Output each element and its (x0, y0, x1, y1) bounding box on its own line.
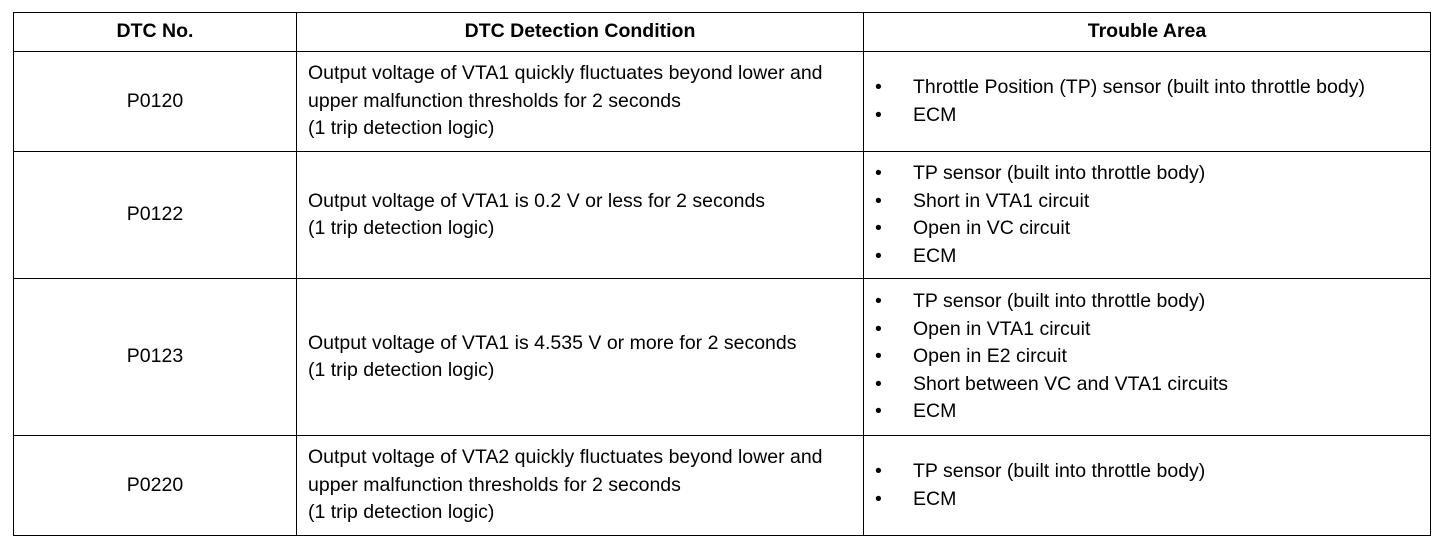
bullet-icon: • (875, 372, 882, 395)
list-item (864, 243, 1422, 271)
table-row (14, 279, 1431, 436)
table-row (14, 152, 1431, 279)
list-item (864, 371, 1422, 399)
trouble-area-item: Open in VC circuit (913, 217, 1071, 239)
trouble-area-item: ECM (913, 103, 957, 126)
detection-condition (297, 279, 864, 436)
trouble-area (864, 279, 1431, 436)
trouble-area-list (864, 458, 1422, 513)
list-item (864, 343, 1422, 371)
dtc-number: P0122 (14, 152, 297, 279)
trouble-area (864, 152, 1431, 279)
detection-condition (297, 52, 864, 152)
trouble-area-item: TP sensor (built into throttle body) (913, 162, 1206, 184)
condition-text: Output voltage of VTA1 quickly fluctuates beyond lower and upper malfunction thresholds for 2 seconds (308, 62, 823, 112)
bullet-icon: • (875, 290, 882, 313)
list-item (864, 188, 1422, 216)
list-item (864, 316, 1422, 344)
trouble-area-list (864, 160, 1422, 270)
header-dtc-no: DTC No. (14, 13, 297, 52)
bullet-icon: • (875, 103, 882, 126)
bullet-icon: • (875, 400, 882, 423)
condition-text: Output voltage of VTA1 is 4.535 V or more for 2 seconds (308, 331, 797, 354)
trouble-area-list (864, 74, 1422, 129)
detection-condition (297, 436, 864, 536)
list-item (864, 486, 1422, 514)
list-item (864, 160, 1422, 188)
list-item (864, 458, 1422, 486)
list-item (864, 102, 1422, 130)
header-row (14, 13, 1431, 52)
trouble-area-item: Short in VTA1 circuit (913, 189, 1090, 212)
bullet-icon: • (875, 345, 882, 368)
bullet-icon: • (875, 460, 882, 482)
trouble-area (864, 52, 1431, 152)
table-row (14, 436, 1431, 536)
bullet-icon: • (875, 162, 882, 184)
condition-logic: (1 trip detection logic) (308, 359, 495, 381)
condition-logic: (1 trip detection logic) (308, 217, 495, 239)
bullet-icon: • (875, 189, 882, 212)
dtc-number: P0120 (14, 52, 297, 152)
bullet-icon: • (875, 217, 882, 239)
list-item (864, 398, 1422, 426)
trouble-area-item: ECM (913, 244, 957, 267)
table-header (14, 13, 1431, 52)
dtc-table (13, 12, 1431, 536)
list-item (864, 215, 1422, 243)
table-body (14, 52, 1431, 536)
condition-text: Output voltage of VTA2 quickly fluctuates beyond lower and upper malfunction thresholds for 2 seconds (308, 446, 823, 496)
condition-logic: (1 trip detection logic) (308, 501, 495, 524)
dtc-number: P0123 (14, 279, 297, 436)
trouble-area-item: Short between VC and VTA1 circuits (913, 372, 1229, 395)
trouble-area-item: TP sensor (built into throttle body) (913, 290, 1206, 313)
detection-condition (297, 152, 864, 279)
condition-logic: (1 trip detection logic) (308, 117, 495, 140)
trouble-area-item: TP sensor (built into throttle body) (913, 460, 1206, 482)
dtc-number: P0220 (14, 436, 297, 536)
trouble-area-item: Throttle Position (TP) sensor (built into throttle body) (913, 76, 1365, 98)
trouble-area-item: Open in E2 circuit (913, 345, 1067, 368)
trouble-area-item: Open in VTA1 circuit (913, 317, 1091, 340)
table-row (14, 52, 1431, 152)
list-item (864, 288, 1422, 316)
list-item (864, 74, 1422, 102)
bullet-icon: • (875, 244, 882, 267)
trouble-area-item: ECM (913, 487, 957, 510)
trouble-area-list (864, 288, 1422, 426)
bullet-icon: • (875, 487, 882, 510)
bullet-icon: • (875, 317, 882, 340)
bullet-icon: • (875, 76, 882, 98)
header-detection-condition: DTC Detection Condition (297, 13, 864, 52)
header-trouble-area: Trouble Area (864, 13, 1431, 52)
trouble-area-item: ECM (913, 400, 957, 423)
trouble-area (864, 436, 1431, 536)
condition-text: Output voltage of VTA1 is 0.2 V or less for 2 seconds (308, 189, 766, 212)
